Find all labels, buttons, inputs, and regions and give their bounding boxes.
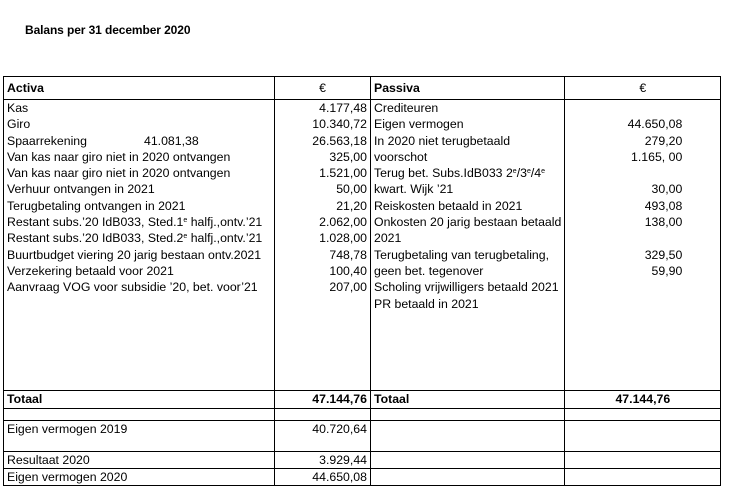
activa-labels	[4, 100, 275, 391]
spaarrekening-subtotal: 41.081,38	[143, 133, 199, 148]
passiva-item-value: 138,00	[644, 215, 683, 230]
activa-item-value: 21,20	[336, 198, 367, 213]
activa-item-value: 100,40	[329, 263, 367, 278]
activa-item-value: 748,78	[329, 247, 367, 262]
passiva-labels	[371, 100, 565, 391]
activa-item-label: Restant subs.’20 IdB033, Sted.2e halfj.,ontv.’21	[7, 231, 263, 246]
passiva-item-label: Terugbetaling van terugbetaling,	[374, 247, 550, 262]
passiva-item-label: Terug bet. Subs.IdB033 2e/3e/4e	[374, 166, 546, 181]
activa-item-label: Verzekering betaald voor 2021	[7, 263, 174, 278]
passiva-item-value: 493,08	[644, 198, 683, 213]
page-title: Balans per 31 december 2020	[25, 23, 191, 37]
spacer-row	[4, 409, 721, 421]
passiva-item-label: Scholing vrijwilligers betaald 2021	[374, 280, 559, 295]
activa-item-value: 4.177,48	[319, 101, 367, 115]
passiva-item-label: Reiskosten betaald in 2021	[374, 198, 523, 213]
equity-2019-label: Eigen vermogen 2019	[4, 421, 275, 452]
activa-item-value: 207,00	[329, 280, 367, 295]
activa-item-value: 325,00	[329, 149, 367, 164]
activa-item-value: 26.563,18	[312, 133, 367, 148]
result-label: Resultaat 2020	[4, 452, 275, 469]
activa-item-label: Kas	[7, 101, 29, 115]
passiva-values	[565, 100, 721, 391]
passiva-item-label: geen bet. tegenover	[374, 263, 484, 278]
passiva-item-value: 30,00	[651, 182, 683, 197]
passiva-item-value: 59,90	[651, 263, 683, 278]
passiva-item-value: 329,50	[644, 247, 683, 262]
passiva-item-label: Eigen vermogen	[374, 117, 464, 132]
activa-total-value: 47.144,76	[275, 391, 371, 409]
equity-2020-row	[4, 469, 721, 486]
equity-2020-value: 44.650,08	[275, 469, 371, 486]
activa-item-label: Aanvraag VOG voor subsidie ’20, bet. voor’21	[7, 280, 258, 295]
result-value: 3.929,44	[275, 452, 371, 469]
passiva-item-label: In 2020 niet terugbetaald	[374, 133, 511, 148]
equity-2019-value: 40.720,64	[275, 421, 371, 452]
passiva-header: Passiva	[371, 77, 565, 100]
activa-item-label: Restant subs.’20 IdB033, Sted.1e halfj.,ontv.’21	[7, 215, 263, 230]
activa-item-value: 1.028,00	[319, 231, 367, 246]
activa-item-value: 50,00	[336, 182, 367, 197]
passiva-item-value: 44.650,08	[627, 117, 683, 132]
activa-total-label: Totaal	[4, 391, 275, 409]
result-row	[4, 452, 721, 469]
passiva-item-label: kwart. Wijk ’21	[374, 182, 454, 197]
activa-item-label: Giro	[7, 117, 31, 132]
passiva-item-label: Crediteuren	[374, 101, 439, 115]
activa-item-value: 2.062,00	[319, 215, 367, 230]
passiva-total-label: Totaal	[371, 391, 565, 409]
activa-item-value: 1.521,00	[319, 166, 367, 181]
body-row	[4, 100, 721, 391]
totals-row	[4, 391, 721, 409]
passiva-item-label: voorschot	[374, 149, 428, 164]
activa-item-label: Spaarrekening 41.081,38	[7, 133, 199, 148]
activa-values	[275, 100, 371, 391]
activa-header: Activa	[4, 77, 275, 100]
passiva-item-label: Onkosten 20 jarig bestaan betaald	[374, 215, 562, 230]
header-row	[4, 77, 721, 100]
equity-2020-label: Eigen vermogen 2020	[4, 469, 275, 486]
passiva-item-value: 279,20	[644, 133, 683, 148]
balance-table	[3, 76, 721, 486]
activa-currency-header: €	[275, 77, 371, 100]
activa-item-label: Van kas naar giro niet in 2020 ontvangen	[7, 166, 231, 181]
passiva-item-label: PR betaald in 2021	[374, 296, 479, 311]
activa-item-value: 10.340,72	[312, 117, 367, 132]
activa-item-label: Verhuur ontvangen in 2021	[7, 182, 155, 197]
passiva-item-label: 2021	[374, 231, 402, 246]
activa-item-label: Van kas naar giro niet in 2020 ontvangen	[7, 149, 231, 164]
activa-item-label: Buurtbudget viering 20 jarig bestaan ontv.2021	[7, 247, 262, 262]
equity-2019-row	[4, 421, 721, 452]
passiva-total-value: 47.144,76	[565, 391, 721, 409]
passiva-item-value: 1.165, 00	[631, 149, 683, 164]
activa-item-label: Terugbetaling ontvangen in 2021	[7, 198, 186, 213]
passiva-currency-header: €	[565, 77, 721, 100]
